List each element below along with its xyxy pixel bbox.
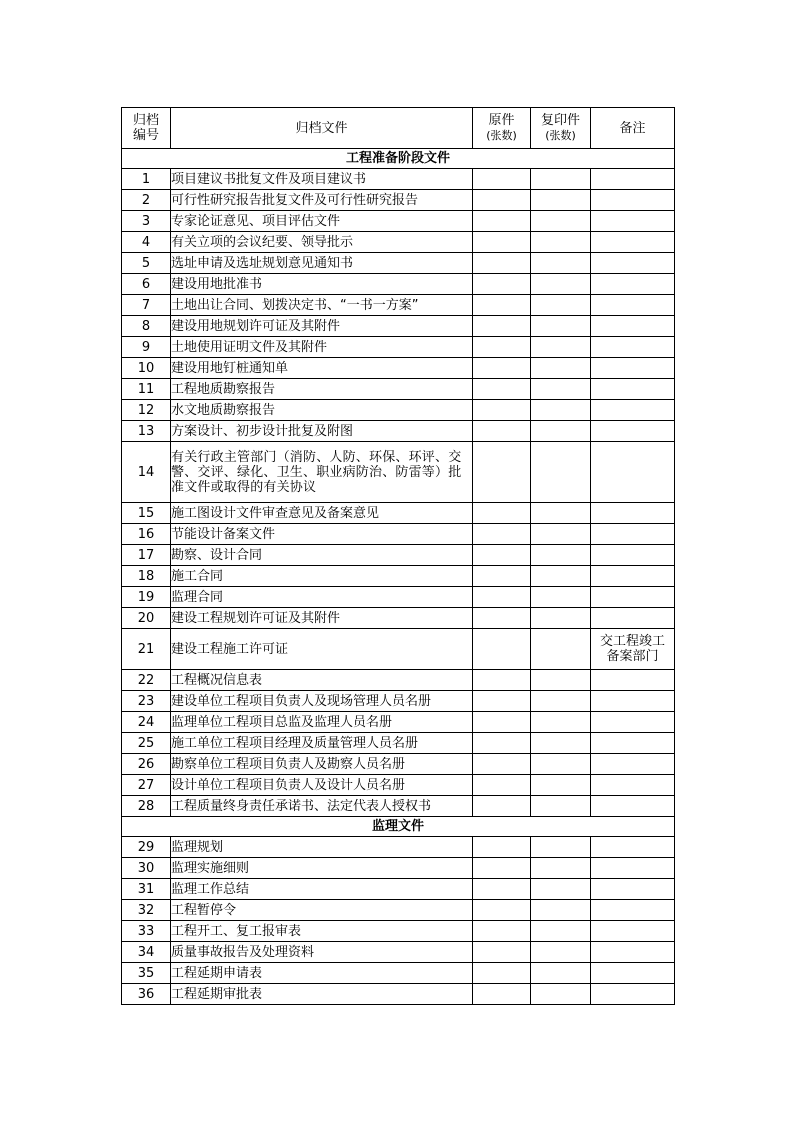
remark-cell — [591, 545, 675, 566]
header-archive-file: 归档文件 — [171, 108, 473, 149]
original-count-cell — [473, 190, 531, 211]
archive-file-name: 水文地质勘察报告 — [171, 400, 473, 421]
archive-file-name: 工程延期申请表 — [171, 963, 473, 984]
archive-file-name: 监理单位工程项目总监及监理人员名册 — [171, 712, 473, 733]
copy-count-cell — [531, 629, 591, 670]
archive-file-name: 方案设计、初步设计批复及附图 — [171, 421, 473, 442]
table-row — [122, 837, 675, 858]
table-row — [122, 858, 675, 879]
table-row — [122, 754, 675, 775]
archive-file-name: 监理实施细则 — [171, 858, 473, 879]
original-count-cell — [473, 545, 531, 566]
remark-cell — [591, 316, 675, 337]
table-row — [122, 232, 675, 253]
archive-file-name: 施工单位工程项目经理及质量管理人员名册 — [171, 733, 473, 754]
table-row — [122, 608, 675, 629]
copy-count-cell — [531, 608, 591, 629]
table-row — [122, 358, 675, 379]
table-row — [122, 442, 675, 503]
archive-file-name: 有关行政主管部门（消防、人防、环保、环评、交警、交评、绿化、卫生、职业病防治、防雷等）批准文件或取得的有关协议 — [171, 442, 473, 503]
header-no-line2: 编号 — [132, 128, 159, 143]
original-count-cell — [473, 587, 531, 608]
archive-file-name: 土地出让合同、划拨决定书、“一书一方案” — [171, 295, 473, 316]
original-count-cell — [473, 670, 531, 691]
table-row — [122, 587, 675, 608]
archive-file-name: 监理工作总结 — [171, 879, 473, 900]
table-row — [122, 169, 675, 190]
archive-number: 17 — [122, 545, 171, 566]
original-count-cell — [473, 984, 531, 1005]
table-row — [122, 775, 675, 796]
remark-cell — [591, 921, 675, 942]
original-count-cell — [473, 274, 531, 295]
archive-file-name: 选址申请及选址规划意见通知书 — [171, 253, 473, 274]
table-row — [122, 963, 675, 984]
remark-cell — [591, 358, 675, 379]
copy-count-cell — [531, 566, 591, 587]
remark-cell — [591, 775, 675, 796]
copy-count-cell — [531, 274, 591, 295]
remark-cell — [591, 754, 675, 775]
remark-cell — [591, 587, 675, 608]
archive-file-name: 施工合同 — [171, 566, 473, 587]
table-row — [122, 879, 675, 900]
original-count-cell — [473, 337, 531, 358]
remark-cell — [591, 963, 675, 984]
section-row — [122, 817, 675, 837]
remark-cell — [591, 942, 675, 963]
table-row — [122, 190, 675, 211]
remark-cell — [591, 629, 675, 670]
remark-cell — [591, 858, 675, 879]
archive-number: 12 — [122, 400, 171, 421]
table-row — [122, 379, 675, 400]
archive-file-name: 监理规划 — [171, 837, 473, 858]
remark-cell — [591, 524, 675, 545]
remark-cell — [591, 733, 675, 754]
archive-number: 30 — [122, 858, 171, 879]
original-count-cell — [473, 796, 531, 817]
archive-file-name: 建设用地规划许可证及其附件 — [171, 316, 473, 337]
original-count-cell — [473, 358, 531, 379]
original-count-cell — [473, 733, 531, 754]
archive-file-name: 建设工程规划许可证及其附件 — [171, 608, 473, 629]
archive-file-name: 勘察、设计合同 — [171, 545, 473, 566]
archive-number: 18 — [122, 566, 171, 587]
original-count-cell — [473, 400, 531, 421]
original-count-cell — [473, 775, 531, 796]
copy-count-cell — [531, 754, 591, 775]
copy-count-cell — [531, 169, 591, 190]
archive-file-name: 有关立项的会议纪要、领导批示 — [171, 232, 473, 253]
copy-count-cell — [531, 879, 591, 900]
remark-line2: 备案部门 — [606, 649, 659, 664]
copy-count-cell — [531, 963, 591, 984]
header-archive-no — [122, 108, 171, 149]
original-count-cell — [473, 879, 531, 900]
archive-file-name: 专家论证意见、项目评估文件 — [171, 211, 473, 232]
copy-count-cell — [531, 545, 591, 566]
table-row — [122, 503, 675, 524]
original-count-cell — [473, 232, 531, 253]
copy-count-cell — [531, 858, 591, 879]
table-row — [122, 900, 675, 921]
archive-number: 7 — [122, 295, 171, 316]
remark-cell — [591, 442, 675, 503]
archive-file-name: 建设用地批准书 — [171, 274, 473, 295]
archive-number: 1 — [122, 169, 171, 190]
copy-count-cell — [531, 442, 591, 503]
table-row — [122, 921, 675, 942]
remark-cell — [591, 253, 675, 274]
original-count-cell — [473, 442, 531, 503]
table-body — [122, 149, 675, 1005]
header-original — [473, 108, 531, 149]
archive-number: 21 — [122, 629, 171, 670]
archive-file-name: 设计单位工程项目负责人及设计人员名册 — [171, 775, 473, 796]
archive-number: 16 — [122, 524, 171, 545]
archive-file-name: 工程暂停令 — [171, 900, 473, 921]
remark-cell — [591, 837, 675, 858]
remark-cell — [591, 337, 675, 358]
header-copy-line2: (张数) — [545, 129, 576, 142]
remark-cell — [591, 503, 675, 524]
header-copy-line1: 复印件 — [540, 113, 580, 128]
copy-count-cell — [531, 837, 591, 858]
archive-number: 31 — [122, 879, 171, 900]
archive-file-name: 可行性研究报告批复文件及可行性研究报告 — [171, 190, 473, 211]
archive-number: 9 — [122, 337, 171, 358]
remark-cell — [591, 900, 675, 921]
archive-number: 4 — [122, 232, 171, 253]
table-row — [122, 733, 675, 754]
copy-count-cell — [531, 524, 591, 545]
original-count-cell — [473, 754, 531, 775]
table-row — [122, 421, 675, 442]
copy-count-cell — [531, 421, 591, 442]
remark-cell — [591, 691, 675, 712]
original-count-cell — [473, 295, 531, 316]
original-count-cell — [473, 963, 531, 984]
copy-count-cell — [531, 211, 591, 232]
remark-cell — [591, 796, 675, 817]
copy-count-cell — [531, 921, 591, 942]
archive-number: 29 — [122, 837, 171, 858]
original-count-cell — [473, 421, 531, 442]
copy-count-cell — [531, 670, 591, 691]
original-count-cell — [473, 629, 531, 670]
section-title: 工程准备阶段文件 — [122, 149, 675, 169]
remark-cell — [591, 274, 675, 295]
original-count-cell — [473, 942, 531, 963]
copy-count-cell — [531, 733, 591, 754]
table-row — [122, 984, 675, 1005]
header-no-line1: 归档 — [132, 113, 159, 128]
header-original-line1: 原件 — [488, 113, 515, 128]
table-row — [122, 629, 675, 670]
remark-cell — [591, 379, 675, 400]
archive-file-name: 工程地质勘察报告 — [171, 379, 473, 400]
archive-number: 32 — [122, 900, 171, 921]
remark-cell — [591, 190, 675, 211]
remark-cell — [591, 169, 675, 190]
table-row — [122, 712, 675, 733]
archive-number: 24 — [122, 712, 171, 733]
copy-count-cell — [531, 942, 591, 963]
copy-count-cell — [531, 190, 591, 211]
archive-number: 34 — [122, 942, 171, 963]
table-row — [122, 670, 675, 691]
original-count-cell — [473, 169, 531, 190]
copy-count-cell — [531, 796, 591, 817]
archive-file-name: 建设工程施工许可证 — [171, 629, 473, 670]
remark-cell — [591, 712, 675, 733]
header-copy — [531, 108, 591, 149]
copy-count-cell — [531, 691, 591, 712]
remark-cell — [591, 295, 675, 316]
archive-number: 22 — [122, 670, 171, 691]
archive-file-table — [121, 107, 675, 1005]
archive-number: 13 — [122, 421, 171, 442]
archive-number: 2 — [122, 190, 171, 211]
copy-count-cell — [531, 503, 591, 524]
remark-cell — [591, 566, 675, 587]
archive-file-name: 工程概况信息表 — [171, 670, 473, 691]
table-row — [122, 211, 675, 232]
archive-number: 23 — [122, 691, 171, 712]
original-count-cell — [473, 316, 531, 337]
archive-number: 5 — [122, 253, 171, 274]
remark-cell — [591, 232, 675, 253]
original-count-cell — [473, 837, 531, 858]
table-row — [122, 545, 675, 566]
header-remark: 备注 — [591, 108, 675, 149]
archive-file-name: 施工图设计文件审查意见及备案意见 — [171, 503, 473, 524]
table-row — [122, 796, 675, 817]
archive-number: 28 — [122, 796, 171, 817]
remark-line1: 交工程竣工 — [599, 634, 665, 649]
archive-file-name: 建设单位工程项目负责人及现场管理人员名册 — [171, 691, 473, 712]
copy-count-cell — [531, 232, 591, 253]
archive-file-name: 建设用地钉桩通知单 — [171, 358, 473, 379]
archive-number: 33 — [122, 921, 171, 942]
archive-number: 27 — [122, 775, 171, 796]
table-row — [122, 316, 675, 337]
copy-count-cell — [531, 295, 591, 316]
copy-count-cell — [531, 316, 591, 337]
copy-count-cell — [531, 712, 591, 733]
archive-number: 10 — [122, 358, 171, 379]
archive-number: 25 — [122, 733, 171, 754]
table-row — [122, 295, 675, 316]
archive-file-name: 节能设计备案文件 — [171, 524, 473, 545]
archive-number: 11 — [122, 379, 171, 400]
table-row — [122, 691, 675, 712]
archive-file-name: 项目建议书批复文件及项目建议书 — [171, 169, 473, 190]
table-row — [122, 524, 675, 545]
archive-number: 14 — [122, 442, 171, 503]
archive-number: 35 — [122, 963, 171, 984]
remark-cell — [591, 400, 675, 421]
archive-number: 3 — [122, 211, 171, 232]
original-count-cell — [473, 921, 531, 942]
remark-cell — [591, 211, 675, 232]
archive-number: 26 — [122, 754, 171, 775]
remark-cell — [591, 608, 675, 629]
archive-file-name: 监理合同 — [171, 587, 473, 608]
original-count-cell — [473, 691, 531, 712]
copy-count-cell — [531, 984, 591, 1005]
copy-count-cell — [531, 253, 591, 274]
copy-count-cell — [531, 775, 591, 796]
copy-count-cell — [531, 337, 591, 358]
table-row — [122, 337, 675, 358]
original-count-cell — [473, 253, 531, 274]
archive-file-name: 工程质量终身责任承诺书、法定代表人授权书 — [171, 796, 473, 817]
remark-cell — [591, 879, 675, 900]
original-count-cell — [473, 900, 531, 921]
archive-file-name: 勘察单位工程项目负责人及勘察人员名册 — [171, 754, 473, 775]
original-count-cell — [473, 211, 531, 232]
archive-file-name: 工程开工、复工报审表 — [171, 921, 473, 942]
section-title: 监理文件 — [122, 817, 675, 837]
original-count-cell — [473, 524, 531, 545]
archive-file-name: 质量事故报告及处理资料 — [171, 942, 473, 963]
archive-number: 19 — [122, 587, 171, 608]
archive-number: 20 — [122, 608, 171, 629]
remark-cell — [591, 421, 675, 442]
copy-count-cell — [531, 587, 591, 608]
remark-cell — [591, 670, 675, 691]
original-count-cell — [473, 712, 531, 733]
original-count-cell — [473, 858, 531, 879]
archive-file-name: 土地使用证明文件及其附件 — [171, 337, 473, 358]
header-original-line2: (张数) — [486, 129, 517, 142]
copy-count-cell — [531, 400, 591, 421]
copy-count-cell — [531, 358, 591, 379]
table-row — [122, 942, 675, 963]
table-row — [122, 274, 675, 295]
archive-number: 15 — [122, 503, 171, 524]
archive-number: 6 — [122, 274, 171, 295]
original-count-cell — [473, 379, 531, 400]
original-count-cell — [473, 503, 531, 524]
archive-file-name: 工程延期审批表 — [171, 984, 473, 1005]
table-row — [122, 400, 675, 421]
copy-count-cell — [531, 900, 591, 921]
section-row — [122, 149, 675, 169]
table-header-row — [122, 108, 675, 149]
table-row — [122, 253, 675, 274]
remark-cell — [591, 984, 675, 1005]
original-count-cell — [473, 566, 531, 587]
copy-count-cell — [531, 379, 591, 400]
archive-number: 36 — [122, 984, 171, 1005]
table-row — [122, 566, 675, 587]
original-count-cell — [473, 608, 531, 629]
archive-number: 8 — [122, 316, 171, 337]
